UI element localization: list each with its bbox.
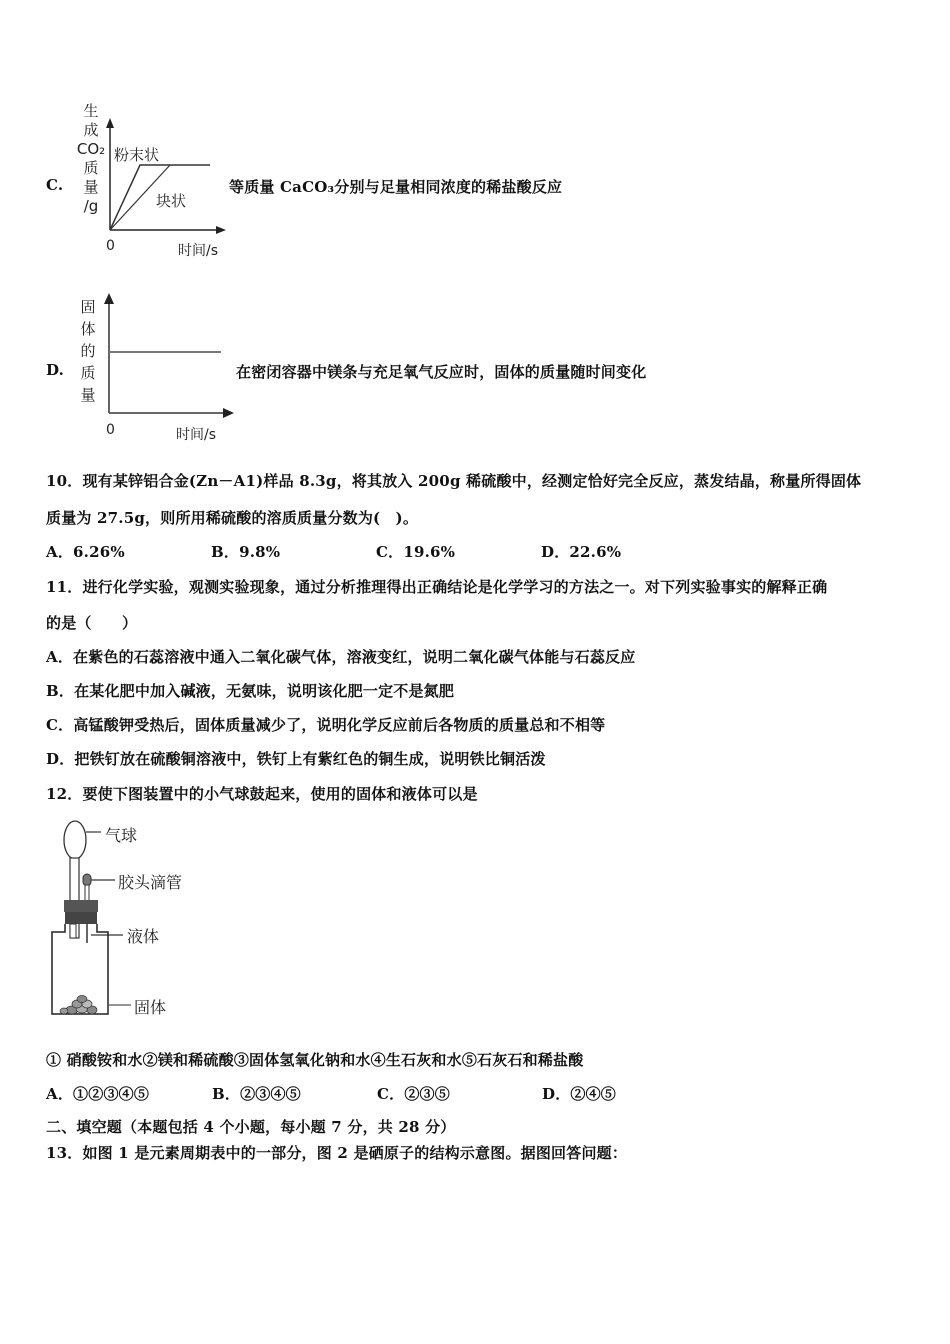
x-axis-arrow-icon [223,408,234,418]
ylabel-char: 体 [80,320,96,338]
graph-c-axes [70,100,240,260]
q10-option-d: D．22.6% [541,543,622,561]
powder-label: 粉末状 [114,146,160,164]
ylabel-char: 量 [83,178,99,196]
q12-stem: 12．要使下图装置中的小气球鼓起来，使用的固体和液体可以是 [46,785,478,803]
q10-option-b: B．9.8% [211,543,281,561]
option-d-text: 在密闭容器中镁条与充足氧气反应时，固体的质量随时间变化 [236,363,647,381]
ylabel-char: 成 [83,121,99,139]
graph-d [70,288,250,443]
q13-stem: 13．如图 1 是元素周期表中的一部分，图 2 是硒原子的结构示意图。据图回答问题： [46,1144,628,1162]
y-axis-arrow-icon [106,118,114,128]
q10-line1: 10．现有某锌铝合金(Zn－A1)样品 8.3g，将其放入 200g 稀硫酸中，经测定恰好完全反应，蒸发结晶，称量所得固体 [46,472,862,490]
ylabel-char: 质 [80,364,96,382]
x-axis-arrow-icon [216,226,226,234]
solid-pile-icon [60,996,97,1015]
q10-line2: 质量为 27.5g，则所用稀硫酸的溶质质量分数为( )。 [46,509,419,527]
ylabel-char: 量 [80,386,96,404]
lump-label: 块状 [156,192,187,210]
label-dropper: 胶头滴管 [118,873,183,892]
ylabel-char: 的 [80,342,96,360]
balloon-icon [64,821,86,859]
q12-apparatus-figure [45,818,245,1023]
stopper-bottom [65,912,97,924]
q11-line2: 的是（ ） [46,614,138,632]
graph-c [70,100,240,260]
graph-c-xlabel: 时间/s [178,243,219,259]
label-balloon: 气球 [105,826,138,845]
q12-choices: ① 硝酸铵和水②镁和稀硫酸③固体氢氧化钠和水④生石灰和水⑤石灰石和稀盐酸 [46,1051,584,1069]
stopper-top [64,900,98,912]
q11-option-b: B．在某化肥中加入碱液，无氨味，说明该化肥一定不是氮肥 [46,682,455,700]
q12-option-a: A．①②③④⑤ [46,1085,150,1103]
label-liquid: 液体 [127,927,160,946]
option-c-letter: C. [46,176,64,194]
q12-option-d: D．②④⑤ [542,1085,617,1103]
option-d-letter: D. [46,361,65,379]
tube-end [70,924,76,938]
option-c-text: 等质量 CaCO₃分别与足量相同浓度的稀盐酸反应 [229,178,563,196]
ylabel-char: 固 [80,298,96,316]
graph-d-axes [70,288,250,443]
ylabel-char: CO₂ [76,140,106,158]
section2-heading: 二、填空题（本题包括 4 个小题，每小题 7 分，共 28 分） [46,1118,456,1136]
ylabel-char: 质 [83,159,99,177]
q11-option-d: D．把铁钉放在硫酸铜溶液中，铁钉上有紫红色的铜生成，说明铁比铜活泼 [46,750,546,768]
ylabel-char: /g [83,197,99,215]
q10-option-a: A．6.26% [46,543,125,561]
label-solid: 固体 [134,998,167,1017]
graph-d-xlabel: 时间/s [176,427,217,443]
dropper-stem [85,885,89,901]
q11-option-c: C．高锰酸钾受热后，固体质量减少了，说明化学反应前后各物质的质量总和不相等 [46,716,606,734]
y-axis-arrow-icon [104,293,114,304]
q11-option-a: A．在紫色的石蕊溶液中通入二氧化碳气体，溶液变红，说明二氧化碳气体能与石蕊反应 [46,648,636,666]
dropper-bulb-icon [83,874,91,886]
q11-line1: 11．进行化学实验，观测实验现象，通过分析推理得出正确结论是化学学习的方法之一。对下列实验事实的解释正确 [46,578,828,596]
graph-d-origin: 0 [106,422,115,438]
graph-c-origin: 0 [106,238,115,254]
q10-option-c: C．19.6% [376,543,456,561]
q12-option-b: B．②③④⑤ [212,1085,301,1103]
apparatus-drawing [45,818,245,1023]
ylabel-char: 生 [83,102,99,120]
q12-option-c: C．②③⑤ [377,1085,450,1103]
